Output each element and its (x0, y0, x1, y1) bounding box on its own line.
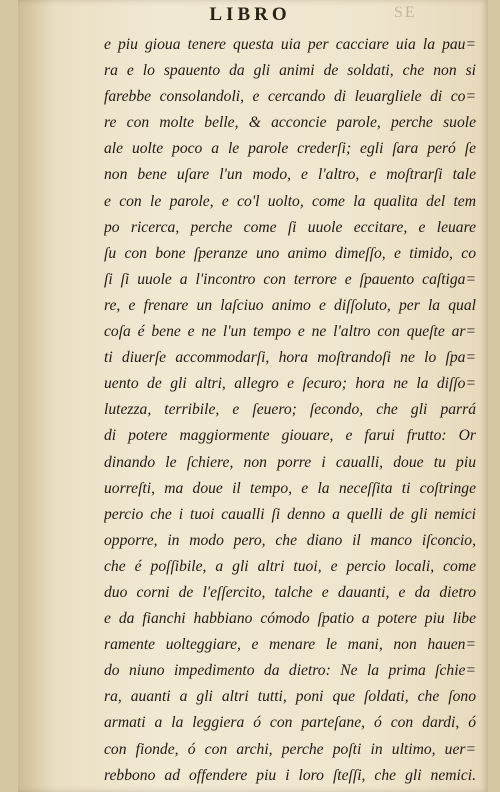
text-line: re, e frenare un laſciuo animo e diſſoluto, per la qual (104, 296, 476, 314)
text-line: rebbono ad offendere piu i loro ſteſſi, che gli nemici. (104, 766, 476, 784)
text-line: ramente uolteggiare, e menare le mani, non hauen= (104, 636, 476, 654)
text-line: re con molte belle, & acconcie parole, perche suole (104, 114, 476, 132)
body-text (104, 32, 476, 789)
text-line: coſa é bene e ne l'un tempo e ne l'altro con queſte ar= (104, 323, 476, 341)
text-line: ra e lo spauento da gli animi de soldati, che non si (104, 62, 476, 80)
text-line: uorreſti, ma doue il tempo, e la neceſſita ti coſtringe (104, 479, 476, 497)
running-head: LIBRO (209, 4, 291, 25)
text-line: con fionde, ó con archi, perche poſti in ultimo, uer= (104, 740, 476, 758)
text-line: che é poſſibile, a gli altri tuoi, e percio locali, come (104, 557, 476, 575)
text-line: uento de gli altri, allegro e ſecuro; hora ne la diſſo= (104, 375, 476, 393)
text-line: opporre, in modo pero, che diano il manco iſconcio, (104, 531, 476, 549)
text-line: po ricerca, perche come ſi uuole eccitare, e leuare (104, 218, 476, 236)
text-line: ra, auanti a gli altri tutti, poni que ſoldati, che ſono (104, 688, 476, 706)
text-line: non bene uſare l'un modo, e l'altro, e moſtrarſi tale (104, 166, 476, 184)
text-line: di potere maggiormente giouare, e farui frutto: Or (104, 427, 476, 445)
text-line: e piu gioua tenere questa uia per cacciare uia la pau= (104, 36, 476, 53)
text-line: ti diuerſe accommodarſi, hora moſtrandoſi ne lo ſpa= (104, 349, 476, 367)
text-line: dinando le ſchiere, non porre i caualli, doue tu piu (104, 453, 476, 471)
text-line: farebbe consolandoli, e cercando di leuargliele di co= (104, 88, 476, 106)
text-line: e con le parole, e co'l uolto, come la qualita del tem (104, 192, 476, 210)
text-line: ſu con bone ſperanze uno animo dimeſſo, e timido, co (104, 244, 476, 262)
text-line: do niuno impedimento da dietro: Ne la prima ſchie= (104, 662, 476, 680)
text-line: percio che i tuoi caualli ſi denno a quelli de gli nemici (104, 505, 476, 523)
text-line: lutezza, terribile, e ſeuero; ſecondo, che gli parrá (104, 401, 476, 419)
bleed-through-text: SE (394, 4, 417, 21)
text-line: armati a la leggiera ó con parteſane, ó con dardi, ó (104, 714, 476, 732)
text-line: ſi ſi uuole a l'incontro con terrore e ſpauento caſtiga= (104, 270, 476, 288)
text-line: ale uolte poco a le parole crederſi; egli ſara peró ſe (104, 140, 476, 158)
text-line: e da fianchi habbiano cómodo ſpatio a potere piu libe (104, 610, 476, 628)
text-line: duo corni de l'eſſercito, talche e dauanti, e da dietro (104, 583, 476, 601)
